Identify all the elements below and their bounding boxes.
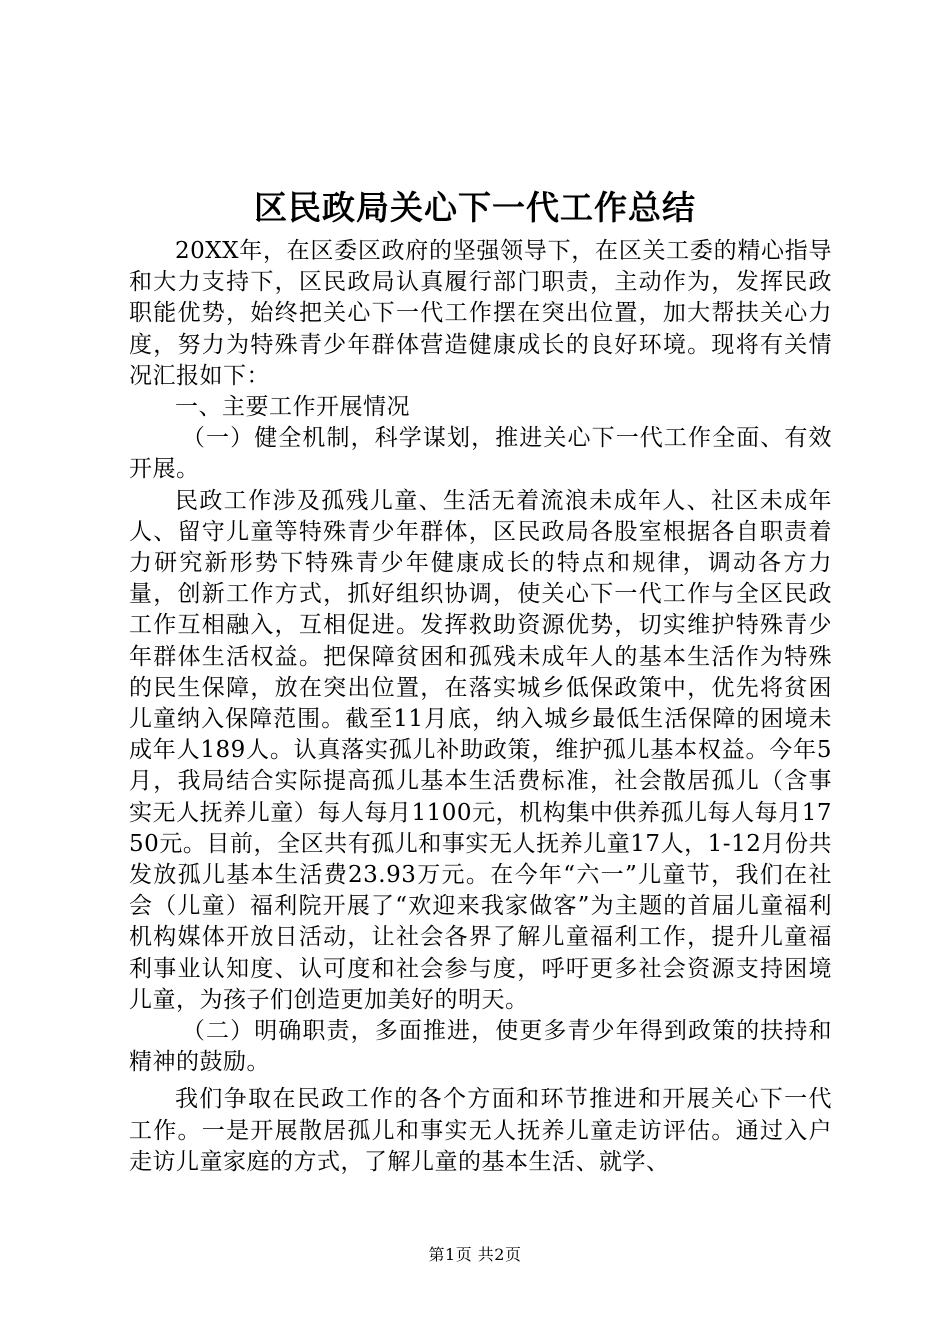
body-paragraph-1: 民政工作涉及孤残儿童、生活无着流浪未成年人、社区未成年人、留守儿童等特殊青少年群体，区民政局各股室根据各自职责着力研究新形势下特殊青少年健康成长的特点和规律，调动各方力量，创新工作方式，抓好组织协调，使关心下一代工作与全区民政工作互相融入，互相促进。发挥救助资源优势，切实维护特殊青少年群体生活权益。把保障贫困和孤残未成年人的基本生活作为特殊的民生保障，放在突出位置，在落实城乡低保政策中，优先将贫困儿童纳入保障范围。截至11月底，纳入城乡最低生活保障的困境未成年人189人。认真落实孤儿补助政策，维护孤儿基本权益。今年5月，我局结合实际提高孤儿基本生活费标准，社会散居孤儿（含事实无人抚养儿童）每人每月1100元，机构集中供养孤儿每人每月1750元。目前，全区共有孤儿和事实无人抚养儿童17人，1-12月份共发放孤儿基本生活费23.93万元。在今年“六一”儿童节，我们在社会（儿童）福利院开展了“欢迎来我家做客”为主题的首届儿童福利机构媒体开放日活动，让社会各界了解儿童福利工作，提升儿童福利事业认知度、认可度和社会参与度，呼吁更多社会资源支持困境儿童，为孩子们创造更加美好的明天。: [129, 487, 832, 1013]
intro-paragraph: 20XX年，在区委区政府的坚强领导下，在区关工委的精心指导和大力支持下，区民政局认真履行部门职责，主动作为，发挥民政职能优势，始终把关心下一代工作摆在突出位置，加大帮扶关心力度，努力为特殊青少年群体营造健康成长的良好环境。现将有关情况汇报如下：: [129, 238, 832, 389]
section-heading: 一、主要工作开展情况: [175, 394, 410, 421]
page-footer: 第1页 共2页: [428, 1245, 522, 1264]
body-paragraph-2: 我们争取在民政工作的各个方面和环节推进和开展关心下一代工作。一是开展散居孤儿和事实无人抚养儿童走访评估。通过入户走访儿童家庭的方式，了解儿童的基本生活、就学、: [129, 1086, 832, 1175]
subsection-heading-2: （二）明确职责，多面推进，使更多青少年得到政策的扶持和精神的鼓励。: [129, 1018, 832, 1076]
subsection-heading-1: （一）健全机制，科学谋划，推进关心下一代工作全面、有效开展。: [129, 425, 832, 483]
document-title: 区民政局关心下一代工作总结: [254, 188, 696, 227]
document-body: [129, 236, 832, 1178]
